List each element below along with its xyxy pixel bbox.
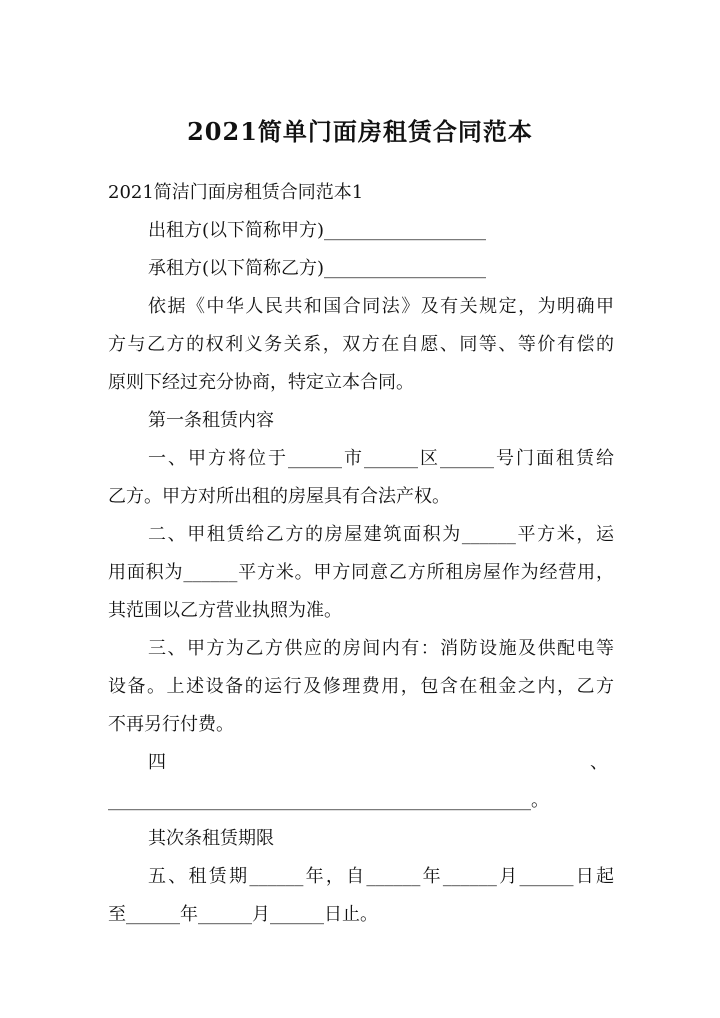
paragraph-line: 一、甲方将位于______市______区______号门面租赁给 (148, 448, 614, 469)
paragraph-line: 用面积为______平方米。甲方同意乙方所租房屋作为经营用， (108, 562, 614, 583)
document-title: 2021简单门面房租赁合同范本 (187, 117, 533, 146)
lessor-line: 出租方(以下简称甲方)__________________ (148, 220, 487, 241)
lessee-line: 承租方(以下简称乙方)__________________ (148, 258, 487, 279)
paragraph-line: 其范围以乙方营业执照为准。 (108, 600, 342, 621)
paragraph-line: 二、甲租赁给乙方的房屋建筑面积为______平方米，运 (148, 524, 614, 545)
paragraph-line: 依据《中华人民共和国合同法》及有关规定，为明确甲 (148, 296, 614, 317)
item-four-label: 四 (148, 752, 166, 773)
subtitle-line: 2021简洁门面房租赁合同范本1 (108, 182, 364, 203)
item-four-comma: 、 (590, 752, 608, 773)
paragraph-line: 设备。上述设备的运行及修理费用，包含在租金之内，乙方 (108, 676, 614, 697)
paragraph-line: 原则下经过充分协商，特定立本合同。 (108, 372, 414, 393)
paragraph-line: 乙方。甲方对所出租的房屋具有合法产权。 (108, 486, 450, 507)
paragraph-line: 五、租赁期______年，自______年______月______日起 (148, 866, 614, 887)
paragraph-line: 三、甲方为乙方供应的房间内有：消防设施及供配电等 (148, 638, 614, 659)
paragraph-line: 至______年______月______日止。 (108, 904, 378, 925)
section-heading: 其次条租赁期限 (148, 828, 274, 849)
blank-fill-line: _______________________________________________。 (108, 790, 549, 811)
paragraph-line: 不再另行付费。 (108, 714, 234, 735)
section-heading: 第一条租赁内容 (148, 410, 274, 431)
paragraph-line: 方与乙方的权利义务关系，双方在自愿、同等、等价有偿的 (108, 334, 614, 355)
